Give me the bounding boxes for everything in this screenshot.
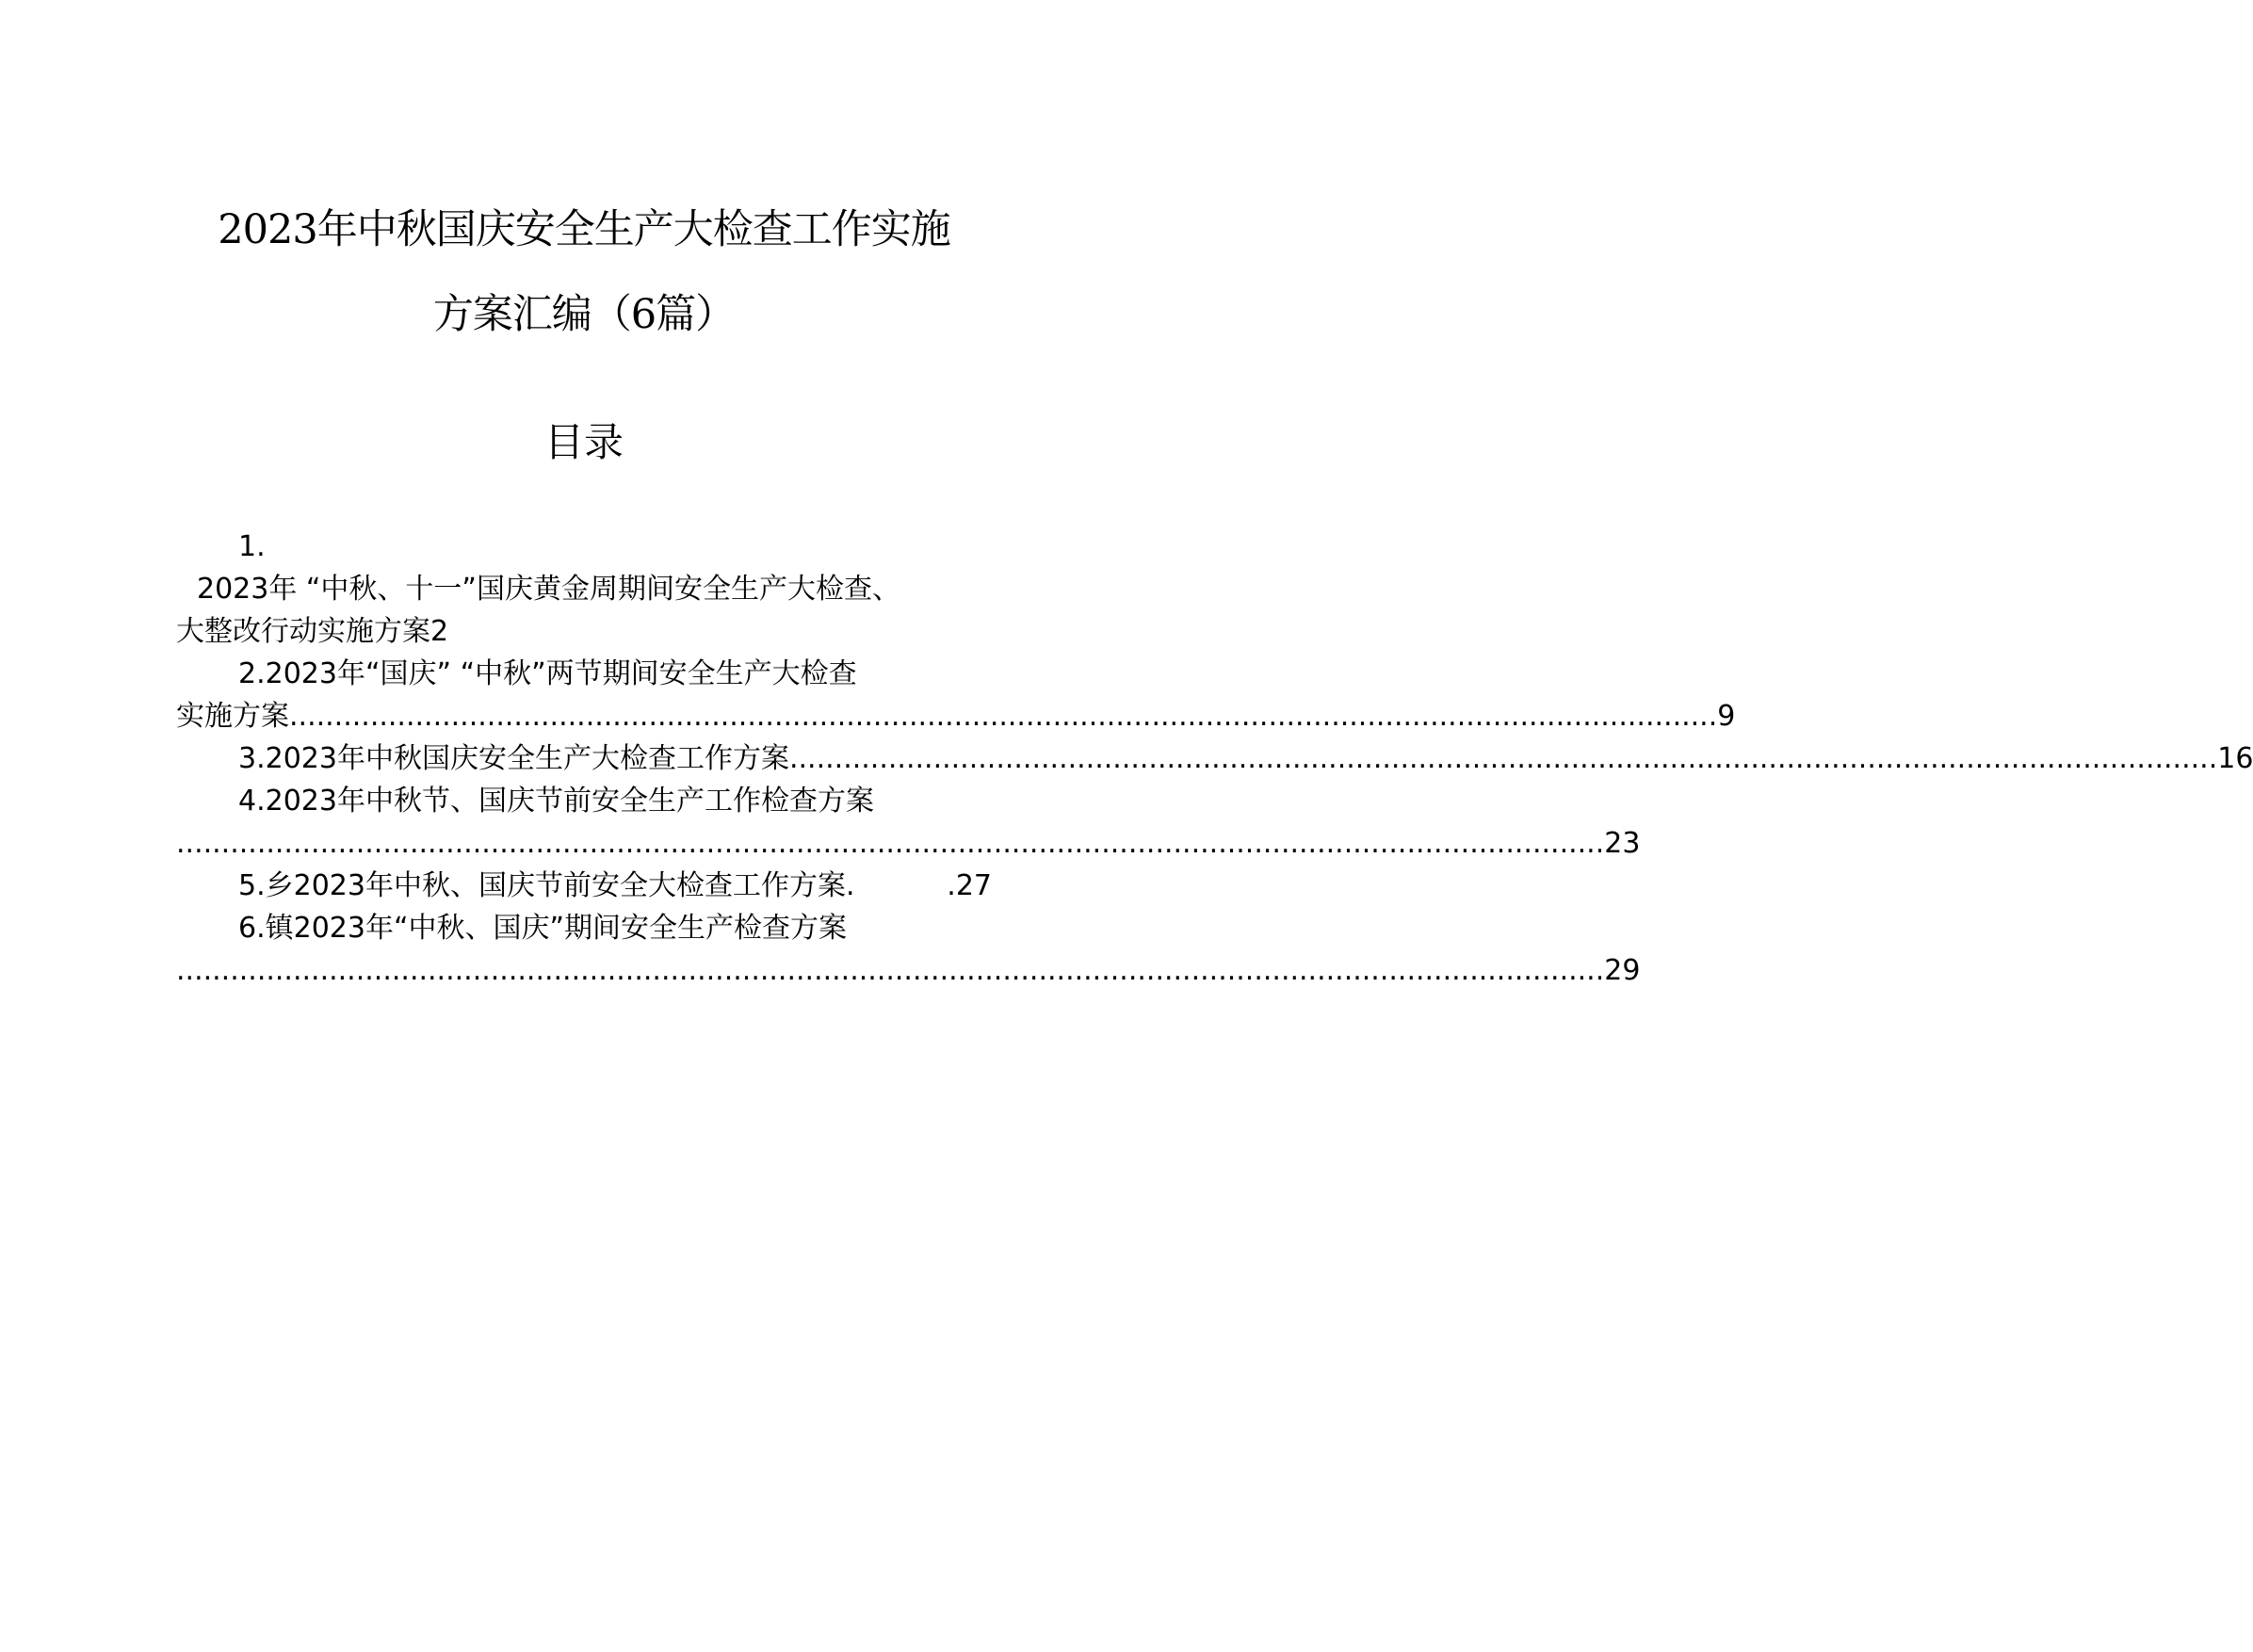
toc-entry-2-text: 实施方案 [176,700,289,733]
document-title-line-2: 方案汇编（6篇） [432,291,736,338]
toc-entry-5[interactable] [176,865,992,907]
toc-entry-5-text: 5.乡2023年中秋、国庆节前安全大检查工作方案. [238,869,855,902]
toc-heading: 目录 [543,419,624,465]
toc-entry-3-text: 3.2023年中秋国庆安全生产大检查工作方案 [238,742,789,775]
toc-leader-dots: ............................................................................................................................................................... [176,954,1605,987]
toc-entry-1-line-1[interactable]: 2023年 “中秋、十一”国庆黄金周期间安全生产大检查、 [197,573,900,606]
toc-entry-1-line-2[interactable]: 大整改行动实施方案2 [176,615,449,648]
toc-entry-2-line-2[interactable] [176,695,1736,737]
toc-entry-3-page: 16 [2217,742,2253,775]
toc-entry-1-number[interactable]: 1. [238,530,266,563]
toc-entry-2-line-1[interactable]: 2.2023年“国庆” “中秋”两节期间安全生产大检查 [238,657,857,690]
document-title-line-1: 2023年中秋国庆安全生产大检查工作实施 [218,206,950,253]
toc-entry-4-line-1[interactable]: 4.2023年中秋节、国庆节前安全生产工作检查方案 [238,785,874,818]
toc-leader-dots: ............................................................................................................................................................... [176,827,1605,860]
toc-entry-6-line-1[interactable]: 6.镇2023年“中秋、国庆”期间安全生产检查方案 [238,912,848,945]
toc-leader-dots: ............................................................................................................................................................... [788,742,2218,775]
toc-entry-4-page: 23 [1604,827,1641,860]
table-of-contents [176,526,2253,992]
toc-entry-6-page: 29 [1604,954,1641,987]
toc-leader-dots: ............................................................................................................................................................... [289,700,1718,733]
toc-entry-3[interactable] [176,737,2253,780]
toc-entry-4-line-2[interactable] [176,822,1641,865]
toc-entry-6-line-2[interactable] [176,949,1641,992]
toc-entry-2-page: 9 [1717,700,1736,733]
toc-entry-5-page: .27 [947,869,992,902]
